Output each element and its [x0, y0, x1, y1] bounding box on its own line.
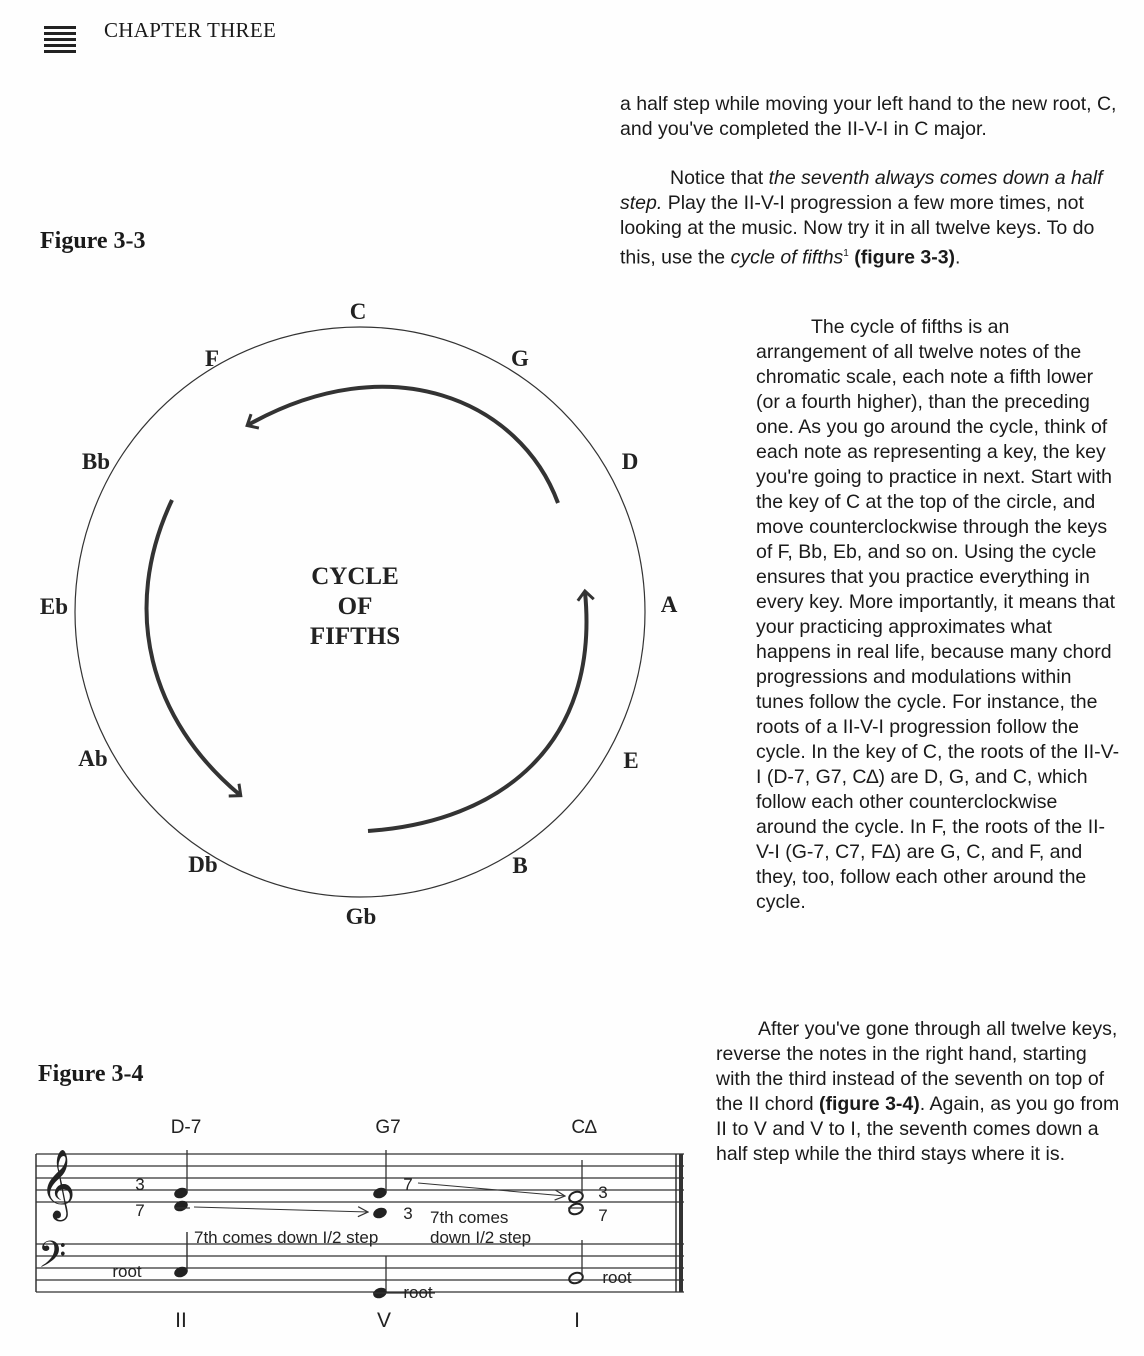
note-a: A	[660, 592, 678, 617]
arrow-seventh-ii-v	[194, 1207, 368, 1212]
treble-clef-icon: 𝄞	[40, 1149, 76, 1219]
chapter-icon	[44, 26, 76, 56]
root-label-ii: root	[112, 1262, 142, 1281]
root-label-i: root	[602, 1268, 632, 1287]
cycle-title-line3: FIFTHS	[309, 623, 401, 650]
chord-name-i: C∆	[571, 1117, 597, 1138]
cycle-of-fifths-diagram	[40, 290, 720, 940]
note-gb: Gb	[345, 904, 377, 929]
interval-3-ii: 3	[135, 1175, 145, 1194]
roman-ii: II	[175, 1309, 187, 1332]
arrow-left	[147, 500, 240, 795]
note-ab: Ab	[78, 746, 108, 771]
note-db: Db	[188, 852, 218, 877]
ii-v-i-staff-diagram	[28, 1100, 698, 1340]
paragraph-reverse-notes: After you've gone through all twelve keys, reverse the notes in the right hand, starting with the third instead of the seventh on top of the II chord (figure 3-4). Again, as you go from II to V and V to I, the seventh comes down a half step while the third stays where it is.	[716, 1018, 1120, 1165]
arrow-right	[368, 592, 586, 831]
note-b: B	[512, 853, 528, 878]
bass-clef-icon: 𝄢	[38, 1234, 67, 1285]
note-bb: Bb	[81, 449, 111, 474]
note-e: E	[623, 748, 639, 773]
chord-name-v: G7	[375, 1117, 401, 1138]
figure-3-3-label: Figure 3-3	[40, 228, 146, 254]
note-eb: Eb	[40, 594, 69, 619]
note-f: F	[204, 346, 220, 371]
treble-staff	[36, 1154, 684, 1202]
annotation-7th-down-2b: down I/2 step	[430, 1228, 532, 1247]
interval-7-ii: 7	[135, 1201, 145, 1220]
roman-v: V	[376, 1309, 392, 1332]
chapter-title: CHAPTER THREE	[104, 18, 277, 42]
figure-3-4-label: Figure 3-4	[38, 1061, 144, 1087]
root-label-v: root	[403, 1283, 433, 1302]
cycle-title-line1: CYCLE	[311, 563, 399, 590]
annotation-7th-down-1: 7th comes down I/2 step	[194, 1228, 379, 1247]
note-c: C	[349, 299, 367, 324]
note-g: G	[511, 346, 529, 371]
interval-3-i: 3	[598, 1183, 608, 1202]
interval-7-i: 7	[598, 1206, 608, 1225]
cycle-title-line2: OF	[337, 593, 373, 620]
interval-7-v: 7	[403, 1175, 413, 1194]
note-d: D	[621, 449, 639, 474]
annotation-7th-down-2a: 7th comes	[430, 1208, 509, 1227]
arrow-top	[248, 387, 558, 503]
paragraph-notice: Notice that the seventh always comes down a half step. Play the II-V-I progression a few more times, not looking at the music. Now try it in all twelve keys. To do this, use the cycle of fifths$^1$ (figure 3-3).	[620, 167, 1103, 269]
paragraph-continuation: a half step while moving your left hand to the new root, C, and you've completed the II-V-I in C major.	[620, 93, 1117, 140]
interval-3-v: 3	[403, 1204, 413, 1223]
roman-i: I	[574, 1309, 580, 1332]
paragraph-cycle-explanation: The cycle of fifths is an arrangement of all twelve notes of the chromatic scale, each note a fifth lower (or a fourth higher), than the preceding one. As you go around the cycle, think of each note as representing a key, the key you're going to practice in next. Start with the key of C at the top of the circle, and move counterclockwise through the keys of F, Bb, Eb, and so on. Using the cycle ensures that you practice everything in every key. More importantly, it means that your practicing approximates what happens in real life, because many chord progressions and modulations within tunes follow the cycle. For instance, the roots of a II-V-I progression follow the cycle. In the key of C, the roots of the II-V-I (D-7, G7, C∆) are D, G, and C, which follow each other counterclockwise around the cycle. In F, the roots of the II-V-I (G-7, C7, F∆) are G, C, and F, and they, too, follow each other around the cycle.	[756, 316, 1120, 913]
chord-name-ii: D-7	[170, 1117, 202, 1138]
